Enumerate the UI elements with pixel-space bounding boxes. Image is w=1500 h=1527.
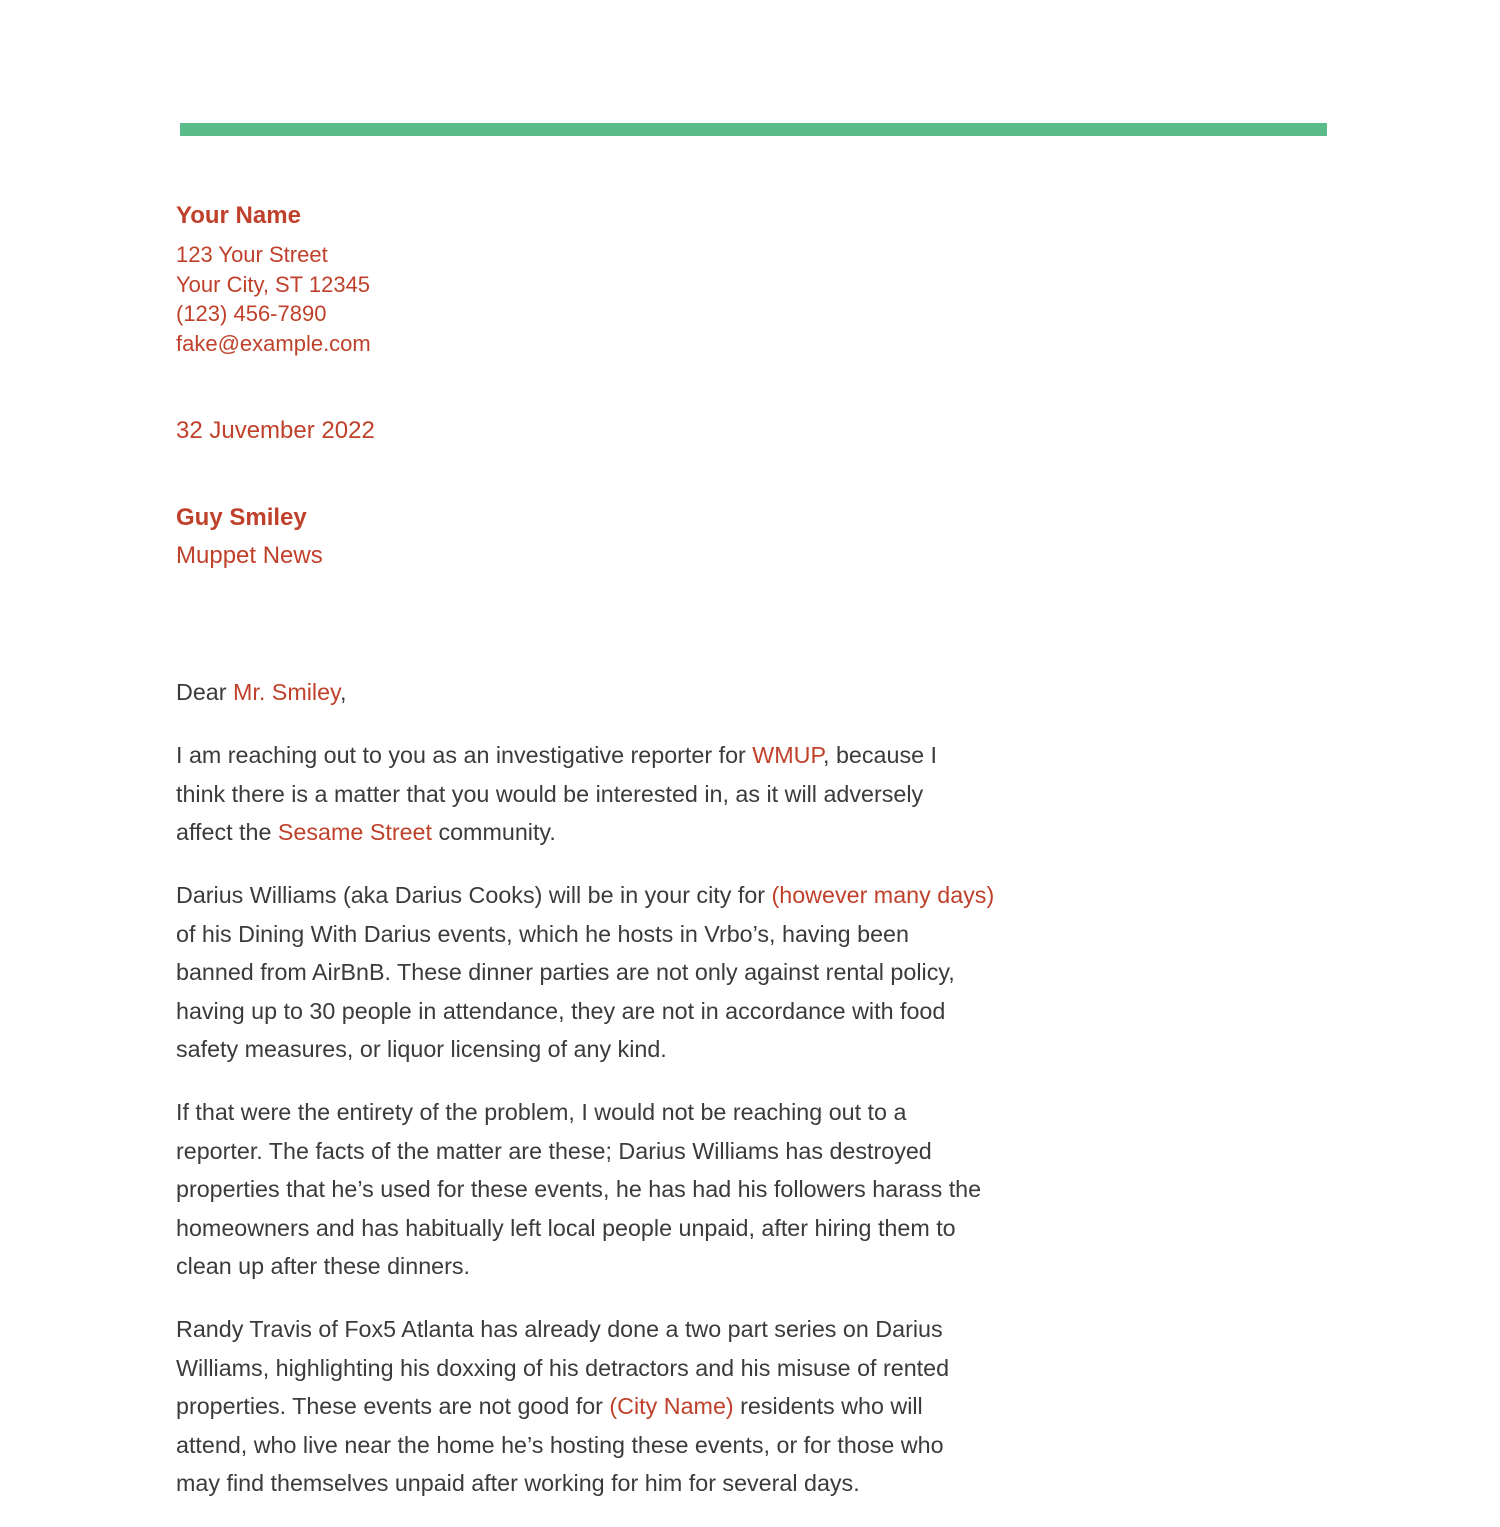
body-paragraph <box>176 1093 994 1286</box>
text-line <box>176 1426 994 1465</box>
letter-body <box>176 673 994 1527</box>
text-run: Randy Travis of Fox5 Atlanta has already done a two part series on Darius <box>176 1316 943 1342</box>
text-line <box>176 1030 994 1069</box>
text-line <box>176 915 994 954</box>
text-run: may find themselves unpaid after working for him for several days. <box>176 1470 860 1496</box>
text-run: , because I <box>823 742 938 768</box>
text-run: I am reaching out to you as an investigative reporter for <box>176 742 753 768</box>
text-run: having up to 30 people in attendance, they are not in accordance with food <box>176 997 946 1024</box>
placeholder-highlight: Sesame Street <box>277 819 432 845</box>
sender-street: 123 Your Street <box>176 242 328 267</box>
text-run: clean up after these dinners. <box>176 1253 470 1279</box>
text-run: affect the <box>176 819 278 845</box>
text-line <box>176 876 994 915</box>
text-run: residents who will <box>733 1393 923 1419</box>
text-line <box>176 1170 994 1209</box>
text-run: banned from AirBnB. These dinner parties are not only against rental policy, <box>176 959 955 985</box>
body-paragraph <box>176 876 994 1069</box>
letter-date: 32 Juvember 2022 <box>176 417 375 444</box>
text-run: properties. These events are not good for <box>176 1393 610 1419</box>
text-run: think there is a matter that you would be interested in, as it will adversely <box>176 780 924 807</box>
text-line <box>176 992 994 1031</box>
text-line <box>176 813 994 852</box>
body-paragraph <box>176 736 994 852</box>
text-run: homeowners and has habitually left local people unpaid, after hiring them to <box>176 1214 956 1241</box>
text-line <box>176 1209 994 1248</box>
sender-city: Your City, ST 12345 <box>176 271 371 297</box>
text-line <box>176 1247 994 1286</box>
text-line <box>176 1093 994 1132</box>
text-run: , <box>339 679 347 705</box>
text-line <box>176 1387 994 1426</box>
text-line <box>176 953 994 992</box>
text-run: If that were the entirety of the problem, I would not be reaching out to a <box>176 1099 907 1125</box>
sender-name: Your Name <box>176 202 301 229</box>
text-run: Dear <box>176 679 233 705</box>
text-line <box>176 673 994 712</box>
text-run: Williams, highlighting his doxxing of his detractors and his misuse of rented <box>176 1354 950 1381</box>
text-line <box>176 736 994 775</box>
text-line <box>176 1349 994 1388</box>
sender-email: fake@example.com <box>176 330 371 356</box>
text-line <box>176 1132 994 1171</box>
text-run: attend, who live near the home he’s hosting these events, or for those who <box>176 1431 944 1458</box>
placeholder-highlight: WMUP <box>752 742 824 768</box>
recipient-name: Guy Smiley <box>176 504 307 531</box>
body-paragraph <box>176 1310 994 1503</box>
placeholder-highlight: (City Name) <box>609 1393 734 1419</box>
text-line <box>176 1464 994 1503</box>
text-line <box>176 775 994 814</box>
sender-phone: (123) 456-7890 <box>176 301 327 326</box>
text-run: properties that he’s used for these events, he has had his followers harass the <box>176 1176 982 1202</box>
text-run: of his Dining With Darius events, which he hosts in Vrbo’s, having been <box>176 920 909 947</box>
recipient-organization: Muppet News <box>176 542 323 569</box>
text-run: reporter. The facts of the matter are these; Darius Williams has destroyed <box>176 1137 932 1164</box>
salutation <box>176 673 994 712</box>
text-line <box>176 1310 994 1349</box>
text-run: community. <box>431 819 556 845</box>
text-run: safety measures, or liquor licensing of any kind. <box>176 1036 667 1062</box>
header-accent-bar <box>180 123 1327 136</box>
placeholder-highlight: (however many days) <box>771 882 995 908</box>
placeholder-highlight: Mr. Smiley <box>232 679 340 705</box>
sender-address-block <box>176 240 371 358</box>
text-run: Darius Williams (aka Darius Cooks) will be in your city for <box>176 882 772 908</box>
